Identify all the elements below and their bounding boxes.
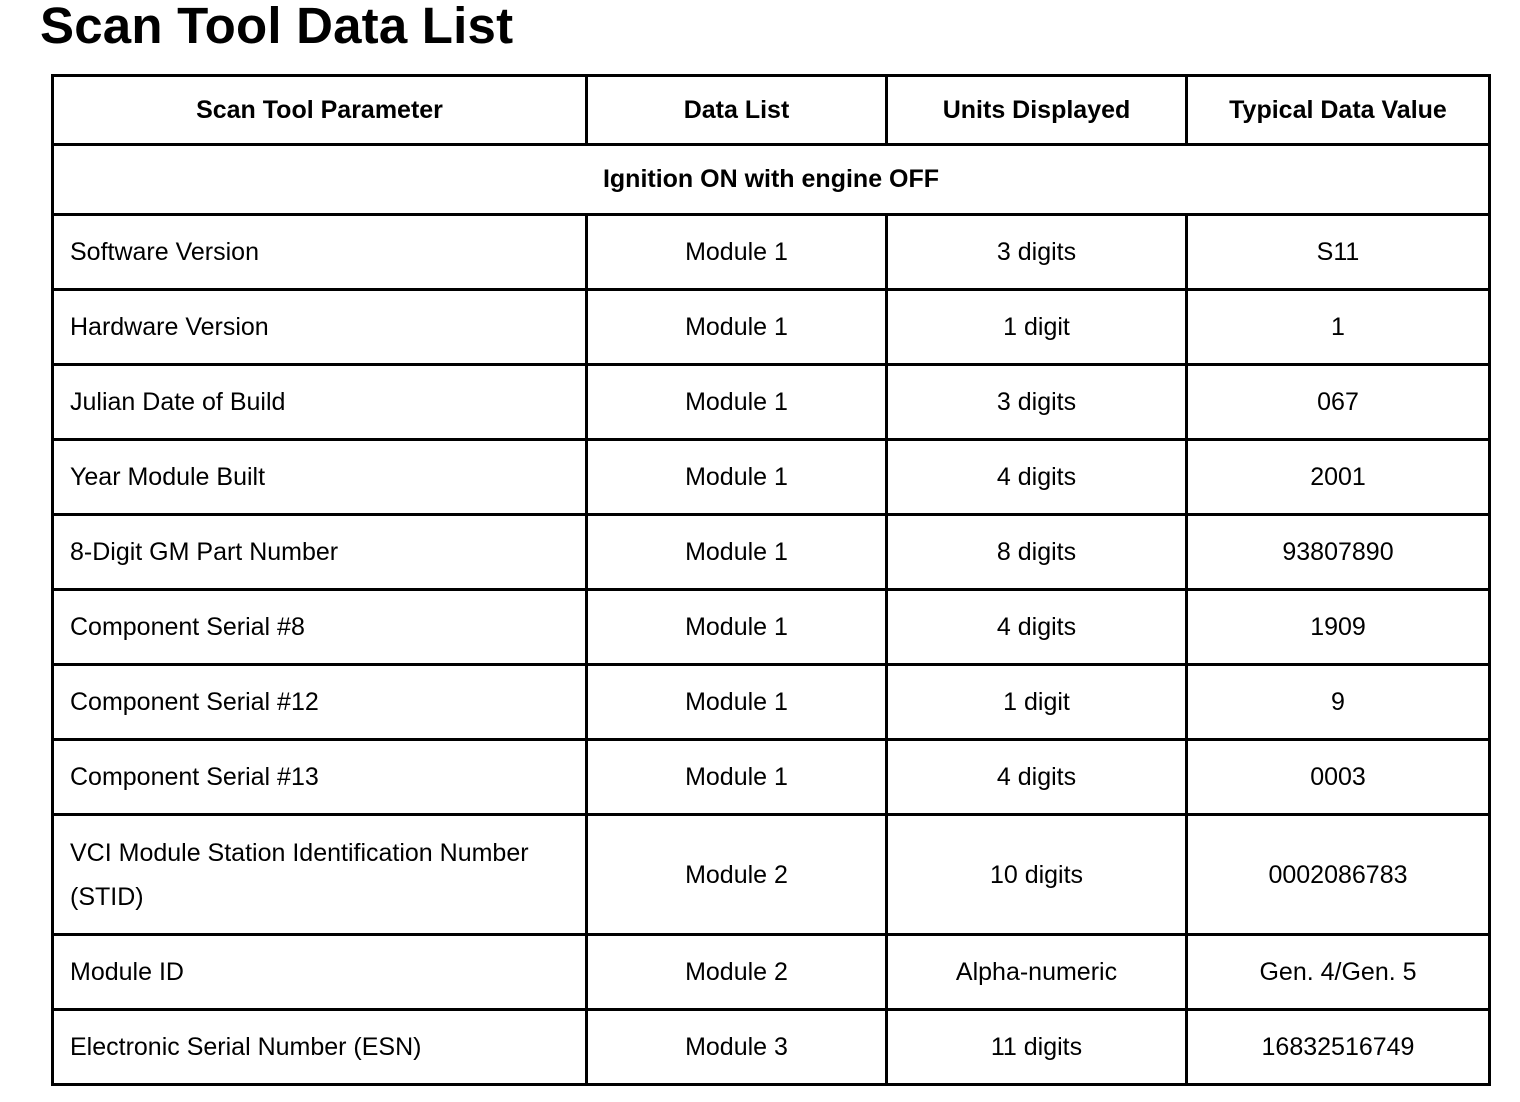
table-row <box>53 515 1490 590</box>
table-row <box>53 740 1490 815</box>
parameter-cell: Electronic Serial Number (ESN) <box>53 1010 587 1085</box>
data-list-cell: Module 3 <box>587 1010 887 1085</box>
typical-value-cell: 16832516749 <box>1187 1010 1490 1085</box>
scan-tool-data-table <box>51 74 1491 1086</box>
data-list-cell: Module 1 <box>587 515 887 590</box>
section-heading: Ignition ON with engine OFF <box>53 145 1490 215</box>
data-list-cell: Module 1 <box>587 215 887 290</box>
units-cell: Alpha-numeric <box>887 935 1187 1010</box>
table-row <box>53 365 1490 440</box>
typical-value-cell: 1909 <box>1187 590 1490 665</box>
table-row <box>53 440 1490 515</box>
page-title: Scan Tool Data List <box>40 0 514 54</box>
units-cell: 3 digits <box>887 215 1187 290</box>
units-cell: 10 digits <box>887 815 1187 935</box>
data-list-cell: Module 2 <box>587 815 887 935</box>
units-cell: 3 digits <box>887 365 1187 440</box>
data-list-cell: Module 1 <box>587 290 887 365</box>
table-row <box>53 1010 1490 1085</box>
section-row <box>53 145 1490 215</box>
data-list-cell: Module 1 <box>587 665 887 740</box>
units-cell: 8 digits <box>887 515 1187 590</box>
parameter-cell: Component Serial #8 <box>53 590 587 665</box>
column-header-data-list: Data List <box>587 76 887 145</box>
parameter-cell: Software Version <box>53 215 587 290</box>
parameter-cell: Julian Date of Build <box>53 365 587 440</box>
typical-value-cell: 0003 <box>1187 740 1490 815</box>
parameter-cell: VCI Module Station Identification Number (STID) <box>53 815 587 935</box>
typical-value-cell: 0002086783 <box>1187 815 1490 935</box>
typical-value-cell: S11 <box>1187 215 1490 290</box>
table-row <box>53 935 1490 1010</box>
table-row <box>53 290 1490 365</box>
data-list-cell: Module 1 <box>587 365 887 440</box>
column-header-units: Units Displayed <box>887 76 1187 145</box>
column-header-typical-value: Typical Data Value <box>1187 76 1490 145</box>
data-list-cell: Module 1 <box>587 740 887 815</box>
parameter-cell: Year Module Built <box>53 440 587 515</box>
parameter-cell: Component Serial #12 <box>53 665 587 740</box>
table-header-row <box>53 76 1490 145</box>
typical-value-cell: Gen. 4/Gen. 5 <box>1187 935 1490 1010</box>
units-cell: 4 digits <box>887 590 1187 665</box>
units-cell: 11 digits <box>887 1010 1187 1085</box>
data-list-cell: Module 1 <box>587 440 887 515</box>
table-row <box>53 215 1490 290</box>
data-list-cell: Module 2 <box>587 935 887 1010</box>
table-row <box>53 665 1490 740</box>
table-row <box>53 590 1490 665</box>
column-header-parameter: Scan Tool Parameter <box>53 76 587 145</box>
typical-value-cell: 1 <box>1187 290 1490 365</box>
units-cell: 4 digits <box>887 740 1187 815</box>
parameter-cell: Hardware Version <box>53 290 587 365</box>
parameter-cell: 8-Digit GM Part Number <box>53 515 587 590</box>
parameter-cell: Module ID <box>53 935 587 1010</box>
typical-value-cell: 067 <box>1187 365 1490 440</box>
typical-value-cell: 9 <box>1187 665 1490 740</box>
typical-value-cell: 2001 <box>1187 440 1490 515</box>
parameter-cell: Component Serial #13 <box>53 740 587 815</box>
typical-value-cell: 93807890 <box>1187 515 1490 590</box>
table-row <box>53 815 1490 935</box>
data-list-cell: Module 1 <box>587 590 887 665</box>
units-cell: 1 digit <box>887 290 1187 365</box>
units-cell: 1 digit <box>887 665 1187 740</box>
units-cell: 4 digits <box>887 440 1187 515</box>
